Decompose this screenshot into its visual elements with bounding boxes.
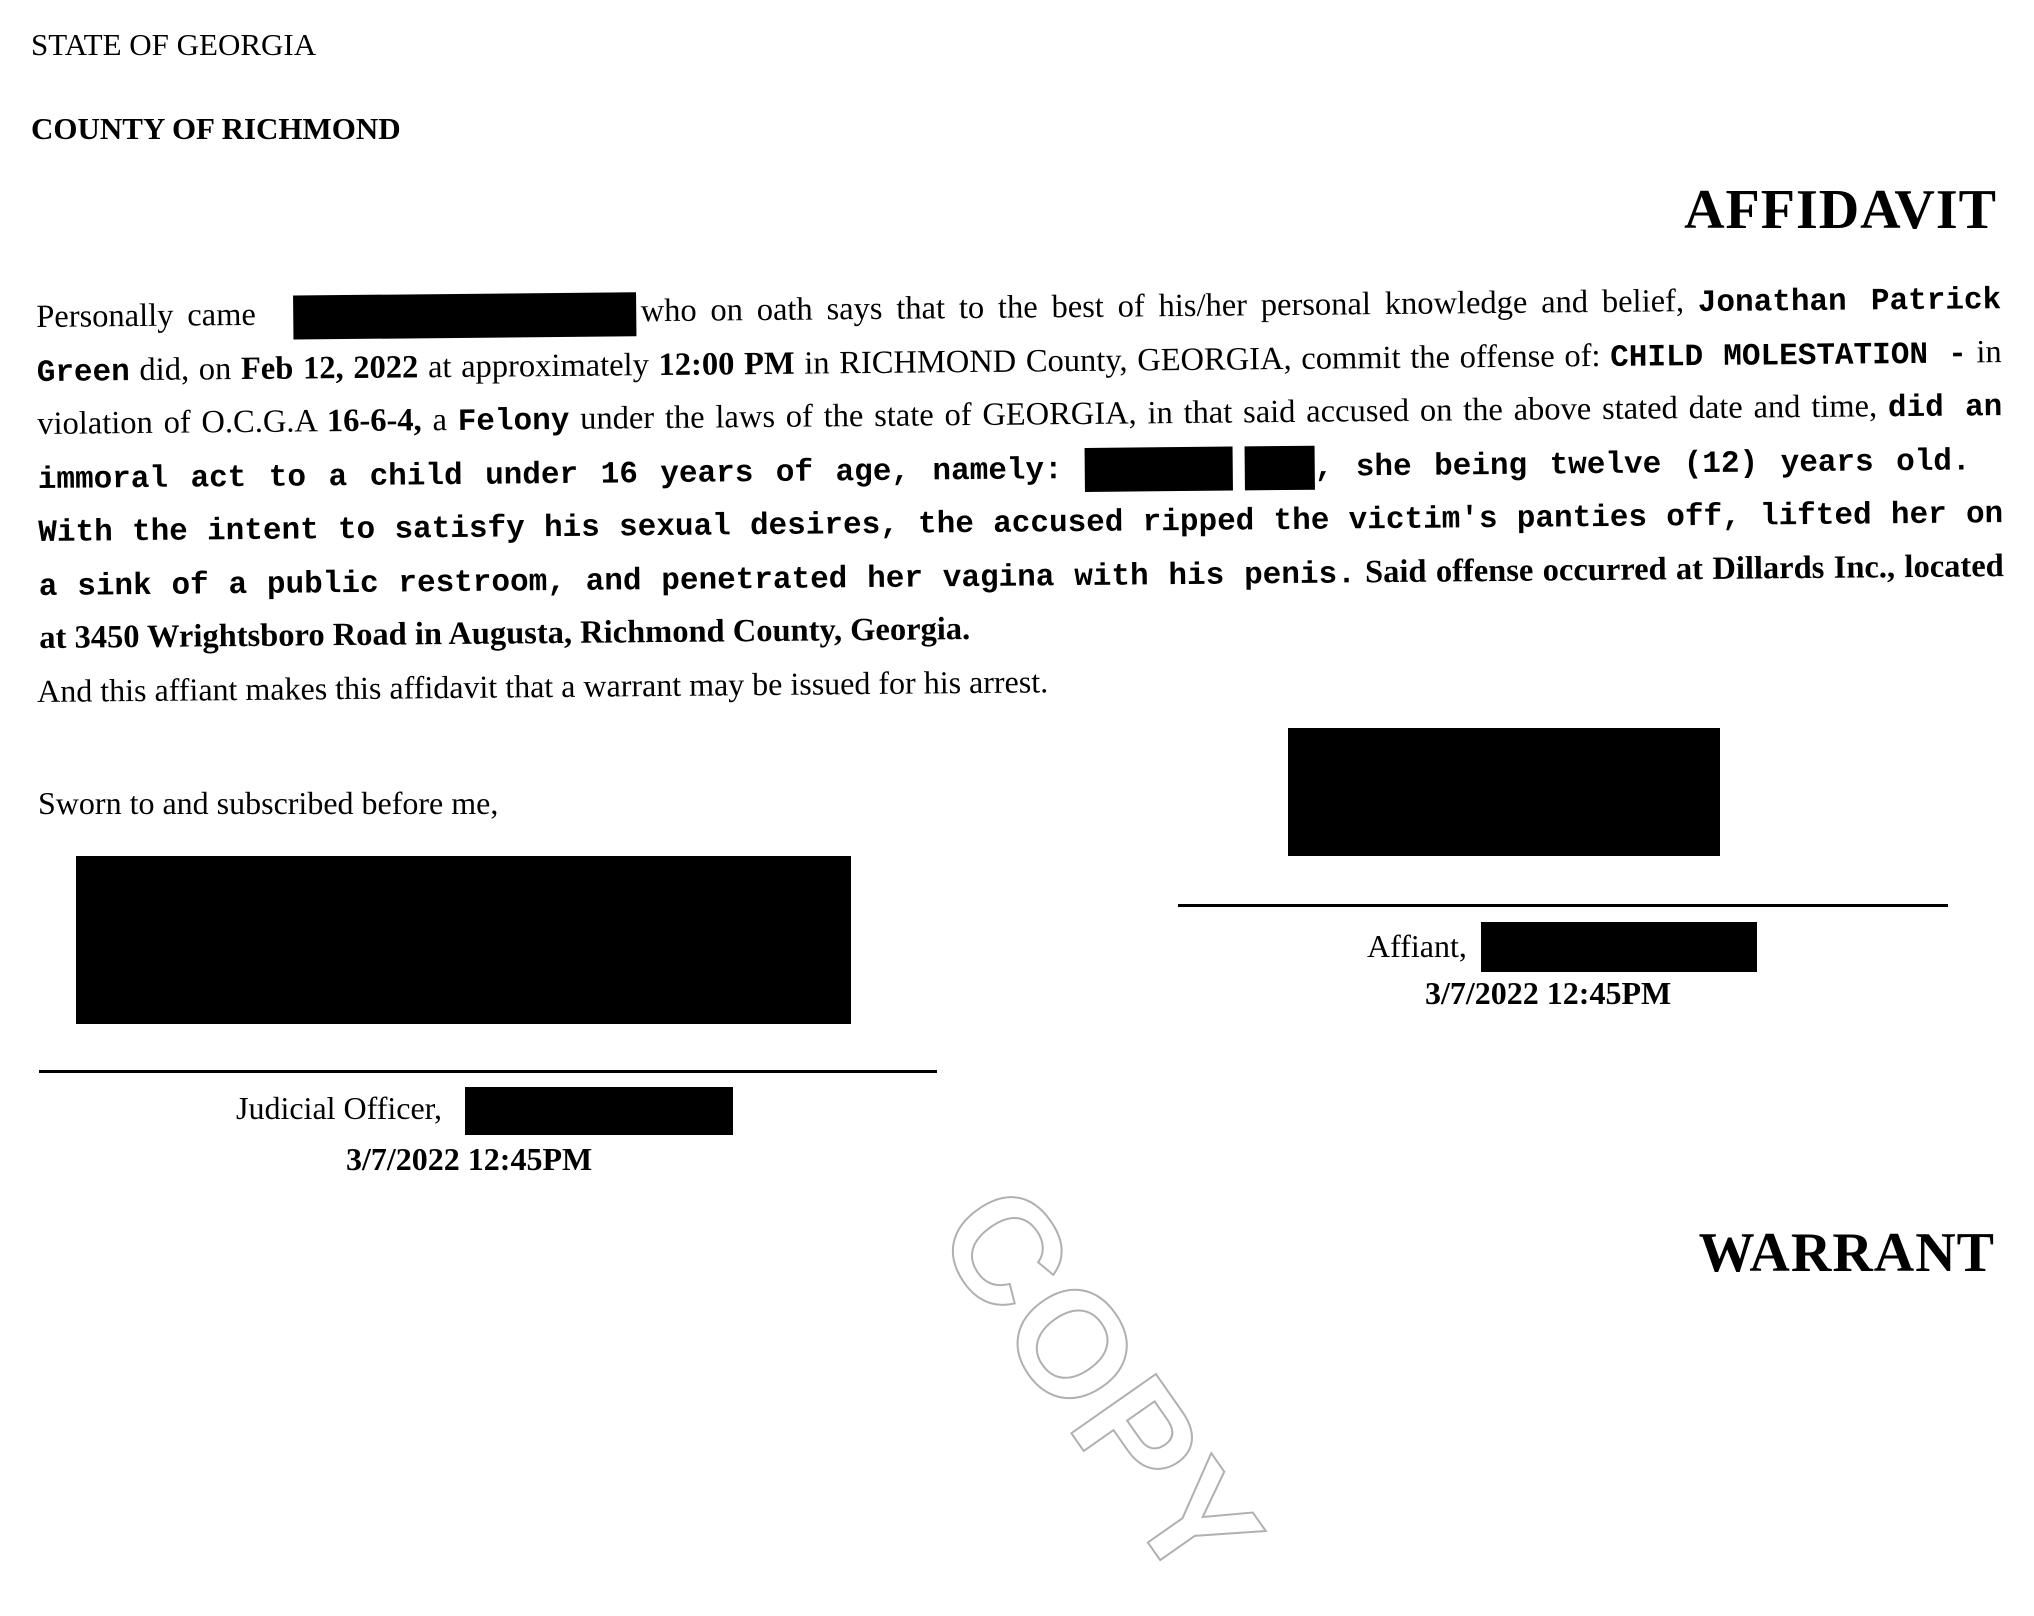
judicial-officer-label-text: Judicial Officer, <box>236 1090 443 1126</box>
location-sentence: Said offense occurred at Dillards Inc., located at 3450 Wrightsboro Road in Augusta, Richmond County, Georgia. <box>39 547 2004 656</box>
felony-label: Felony <box>457 403 570 440</box>
personally-came-text: Personally came <box>36 296 256 335</box>
copy-stamp: COPY <box>905 1156 1297 1614</box>
affidavit-body <box>36 273 2004 663</box>
intent-sentence: With the intent to satisfy his sexual desires, the accused ripped the victim's panties off, lifted her on a sink of a public restroom, and penetrated her vagina with his penis. <box>38 497 2004 605</box>
redacted-judicial-officer-name <box>465 1087 733 1135</box>
judicial-officer-datetime: 3/7/2022 12:45PM <box>346 1141 593 1177</box>
state-heading: STATE OF GEORGIA <box>31 27 317 62</box>
statute-number: 16-6-4, <box>326 402 422 440</box>
offense-date: Feb 12, 2022 <box>240 348 419 387</box>
redacted-affiant-name <box>293 292 636 339</box>
offense-name: CHILD MOLESTATION - <box>1610 336 1967 376</box>
county-heading: COUNTY OF RICHMOND <box>31 111 401 146</box>
redacted-victim-name-cont <box>1245 446 1315 491</box>
accused-name: Jonathan Patrick Green <box>36 283 2002 391</box>
redacted-affiant-signer-name <box>1481 922 1757 972</box>
redacted-victim-name <box>1084 447 1232 492</box>
redacted-affiant-signature <box>1288 728 1720 856</box>
county-clause: in RICHMOND County, GEORGIA, commit the offense of: <box>804 337 1601 382</box>
judicial-officer-label <box>236 1090 442 1127</box>
did-on-text: did, on <box>139 350 232 388</box>
closing-statement: And this affiant makes this affidavit that a warrant may be issued for his arrest. <box>37 663 1049 709</box>
oath-text: who on oath says that to the best of his/her personal knowledge and belief, <box>640 283 1685 330</box>
redacted-judicial-signature <box>76 856 851 1024</box>
at-approximately-text: at approximately <box>427 346 650 385</box>
warrant-title: WARRANT <box>1698 1222 1995 1284</box>
affiant-signature-line <box>1178 904 1948 907</box>
laws-clause: under the laws of the state of GEORGIA, in that said accused on the above stated date and time, <box>579 388 1878 437</box>
act-description: did an immoral act to a child under 16 years of age, namely: <box>37 390 2003 498</box>
judicial-signature-line <box>39 1070 937 1073</box>
affiant-datetime: 3/7/2022 12:45PM <box>1425 975 1672 1011</box>
article-a: a <box>432 402 448 439</box>
violation-text: in violation of O.C.G.A <box>37 333 2002 442</box>
affidavit-title: AFFIDAVIT <box>1684 179 1997 241</box>
sworn-statement: Sworn to and subscribed before me, <box>38 785 499 821</box>
victim-age-text: , she being twelve (12) years old. <box>1314 443 1971 486</box>
offense-time: 12:00 PM <box>658 345 795 383</box>
affiant-label: Affiant, <box>1367 928 1467 964</box>
